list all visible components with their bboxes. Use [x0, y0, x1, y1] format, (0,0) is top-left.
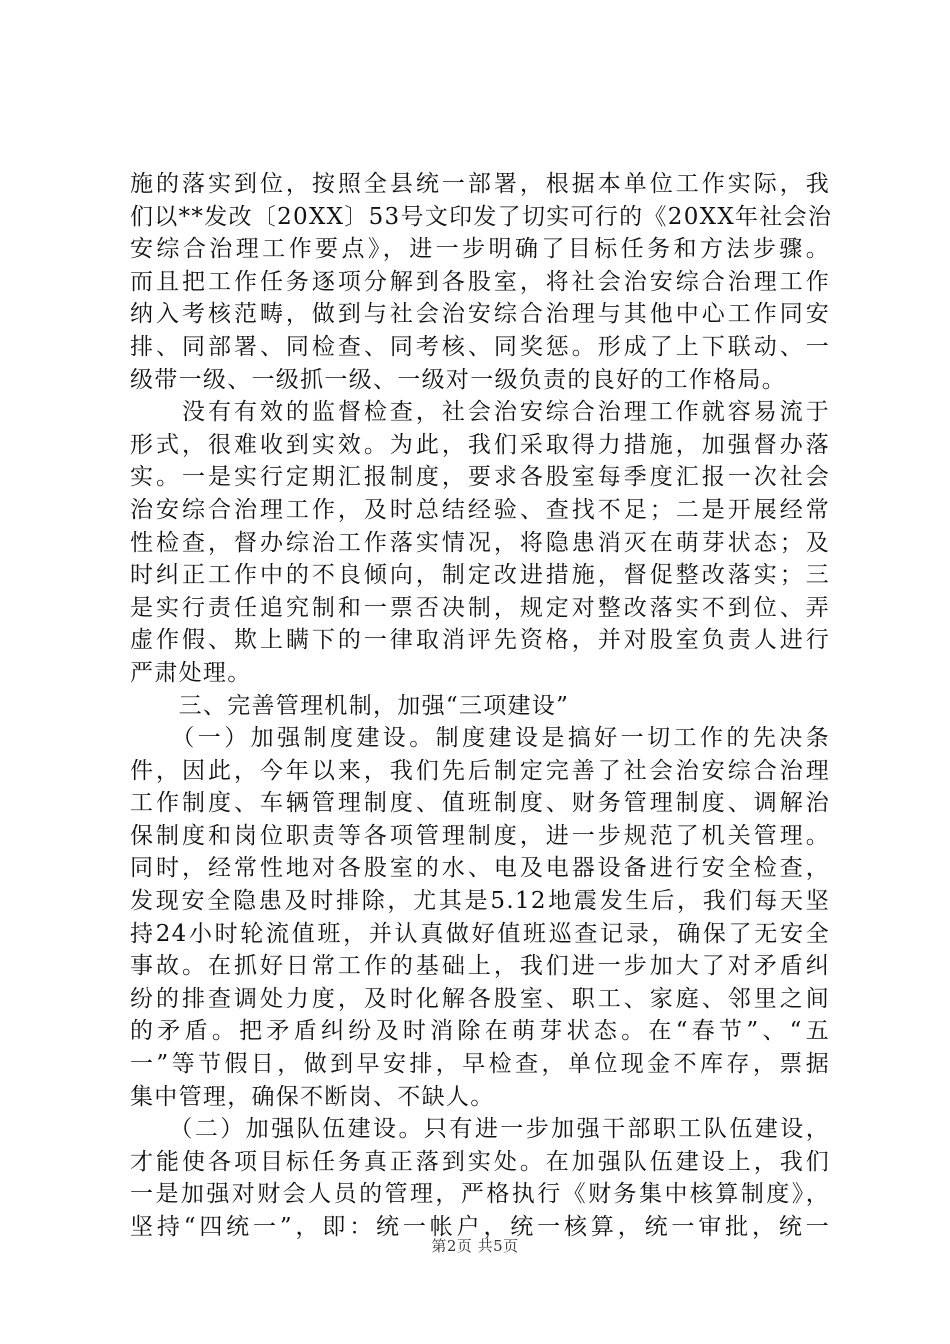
text-line: 虚作假、欺上瞒下的一律取消评先资格，并对股室负责人进行: [130, 627, 830, 654]
text-line: 持24小时轮流值班，并认真做好值班巡查记录，确保了无安全: [130, 920, 830, 947]
text-line: 而且把工作任务逐项分解到各股室，将社会治安综合治理工作: [130, 268, 830, 295]
text-line: 严肃处理。: [130, 659, 252, 686]
text-line: 安综合治理工作要点》，进一步明确了目标任务和方法步骤。: [130, 236, 830, 263]
text-line: 同时，经常性地对各股室的水、电及电器设备进行安全检查，: [130, 855, 830, 882]
body-text: [130, 168, 833, 1244]
text-line: （一）加强制度建设。制度建设是搞好一切工作的先决条: [130, 725, 830, 752]
text-line: 时纠正工作中的不良倾向，制定改进措施，督促整改落实；三: [130, 562, 830, 589]
text-line: 们以**发改〔20XX〕53号文印发了切实可行的《20XX年社会治: [130, 203, 833, 230]
text-line: 没有有效的监督检查，社会治安综合治理工作就容易流于: [130, 399, 830, 426]
text-line: 保制度和岗位职责等各项管理制度，进一步规范了机关管理。: [130, 822, 830, 849]
text-line: 一是加强对财会人员的管理，严格执行《财务集中核算制度》，: [130, 1181, 830, 1208]
text-line: 实。一是实行定期汇报制度，要求各股室每季度汇报一次社会: [130, 464, 830, 491]
text-line: 治安综合治理工作，及时总结经验、查找不足；二是开展经常: [130, 496, 830, 523]
text-line: 三、完善管理机制，加强“三项建设”: [130, 692, 570, 719]
text-line: 形式，很难收到实效。为此，我们采取得力措施，加强督办落: [130, 431, 830, 458]
text-line: 纷的排查调处力度，及时化解各股室、职工、家庭、邻里之间: [130, 985, 830, 1012]
text-line: 排、同部署、同检查、同考核、同奖惩。形成了上下联动、一: [130, 333, 830, 360]
text-line: 性检查，督办综治工作落实情况，将隐患消灭在萌芽状态；及: [130, 529, 830, 556]
text-line: 发现安全隐患及时排除，尤其是5.12地震发生后，我们每天坚: [130, 888, 830, 915]
text-line: 事故。在抓好日常工作的基础上，我们进一步加大了对矛盾纠: [130, 953, 830, 980]
text-line: 施的落实到位，按照全县统一部署，根据本单位工作实际，我: [130, 171, 830, 197]
text-line: 的矛盾。把矛盾纠纷及时消除在萌芽状态。在“春节”、“五: [130, 1018, 830, 1045]
text-line: （二）加强队伍建设。只有进一步加强干部职工队伍建设，: [130, 1116, 830, 1143]
text-line: 纳入考核范畴，做到与社会治安综合治理与其他中心工作同安: [130, 301, 830, 328]
text-line: 集中管理，确保不断岗、不缺人。: [130, 1083, 495, 1110]
text-line: 一”等节假日，做到早安排，早检查，单位现金不库存，票据: [130, 1051, 830, 1078]
text-line: 坚持“四统一”，即：统一帐户，统一核算，统一审批，统一: [130, 1214, 830, 1240]
text-line: 件，因此，今年以来，我们先后制定完善了社会治安综合治理: [130, 757, 830, 784]
page-footer: 第2页 共5页: [431, 1237, 519, 1255]
text-line: 工作制度、车辆管理制度、值班制度、财务管理制度、调解治: [130, 790, 830, 817]
text-line: 是实行责任追究制和一票否决制，规定对整改落实不到位、弄: [130, 594, 830, 621]
text-line: 才能使各项目标任务真正落到实处。在加强队伍建设上，我们: [130, 1148, 830, 1175]
text-line: 级带一级、一级抓一级、一级对一级负责的良好的工作格局。: [130, 366, 787, 393]
